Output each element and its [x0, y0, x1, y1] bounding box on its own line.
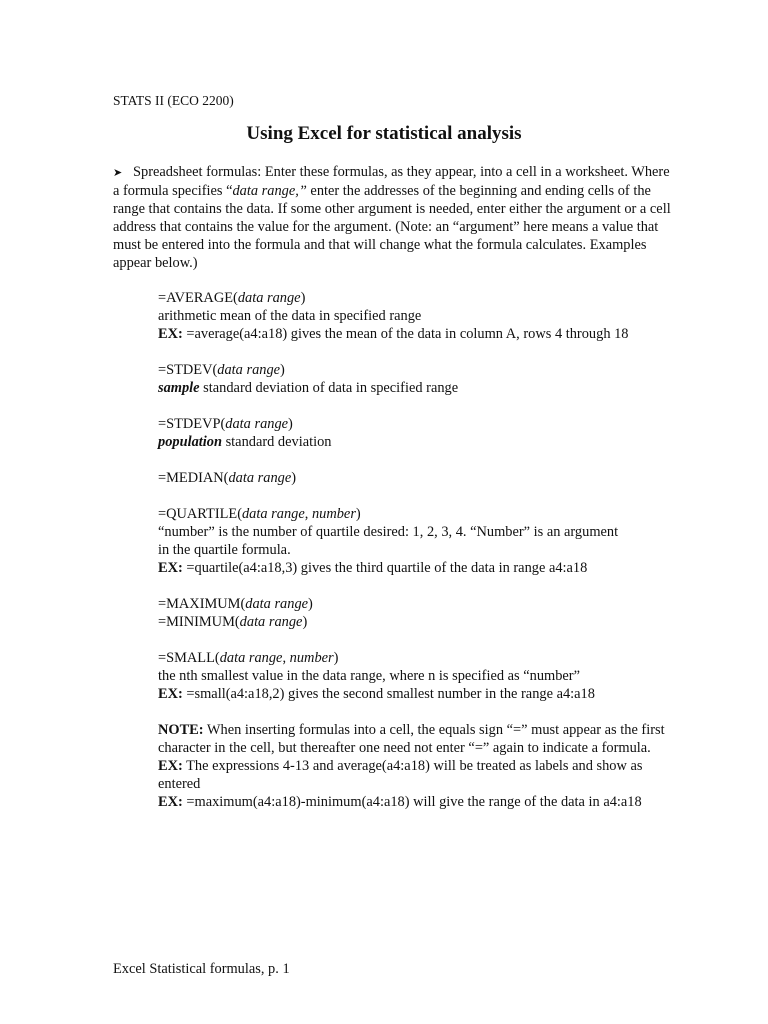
formula-arg: data range	[239, 614, 303, 630]
formula-stdevp	[158, 415, 688, 451]
formula-name: =AVERAGE(	[158, 290, 238, 306]
formula-signature	[158, 361, 688, 379]
formula-signature	[158, 469, 688, 487]
intro-text-2: enter the addresses of the beginning and ending cells of the range that contains the data. If some other argument is needed, enter either the argument or a cell address that contains the value for the argument. (Note: an “argument” here means a value that must be entered into the formula and that will change what the formula calculates. Examples appear below.)	[113, 183, 671, 271]
formula-arg: data range	[225, 416, 289, 432]
formula-arg: data range	[245, 596, 309, 612]
example-text: =maximum(a4:a18)-minimum(a4:a18) will give the range of the data in a4:a18	[182, 794, 642, 810]
formula-list	[158, 289, 688, 829]
formula-name: =STDEV(	[158, 362, 218, 378]
formula-median	[158, 469, 688, 487]
formula-description	[158, 379, 688, 397]
formula-name: =SMALL(	[158, 650, 220, 666]
formula-description: the nth smallest value in the data range, where n is specified as “number”	[158, 668, 580, 684]
formula-signature	[158, 649, 688, 667]
formula-description	[158, 433, 688, 451]
formula-name: =MAXIMUM(	[158, 596, 246, 612]
formula-description: arithmetic mean of the data in specified range	[158, 308, 422, 324]
formula-arg: number	[311, 506, 356, 522]
formula-stdev	[158, 361, 688, 397]
description-emphasis: sample	[158, 380, 200, 396]
note-block	[158, 721, 688, 811]
note-example-1	[158, 757, 688, 793]
course-header: STATS II (ECO 2200)	[113, 93, 234, 108]
formula-description: in the quartile formula.	[158, 542, 291, 558]
intro-paragraph	[113, 163, 673, 272]
note-body: When inserting formulas into a cell, the equals sign “=” must appear as the first character in the cell, but thereafter one need not enter “=” again to indicate a formula.	[158, 722, 665, 756]
note-example-2	[158, 793, 688, 811]
intro-text-1: Spreadsheet formulas: Enter these formulas, as they appear, into a cell in a worksheet. Where a formula specifies “	[113, 164, 670, 199]
formula-quartile	[158, 505, 688, 577]
formula-close: )	[355, 506, 361, 522]
intro-data-range: data range,”	[232, 183, 307, 199]
example-label: EX:	[158, 794, 183, 810]
page-title: Using Excel for statistical analysis	[246, 123, 522, 144]
example-text: =quartile(a4:a18,3) gives the third quartile of the data in range a4:a18	[182, 560, 588, 576]
formula-name: =MINIMUM(	[158, 614, 240, 630]
example-text: The expressions 4-13 and average(a4:a18) will be treated as labels and show as entered	[158, 758, 643, 792]
formula-arg: data range	[219, 650, 283, 666]
formula-average	[158, 289, 688, 343]
note-text	[158, 721, 688, 757]
description-text: standard deviation of data in specified range	[199, 380, 459, 396]
formula-signature	[158, 613, 688, 631]
formula-name: =STDEVP(	[158, 416, 226, 432]
formula-signature	[158, 415, 688, 433]
formula-name: =MEDIAN(	[158, 470, 229, 486]
formula-arg: data range	[228, 470, 292, 486]
example-text: =small(a4:a18,2) gives the second smallest number in the range a4:a18	[182, 686, 595, 702]
formula-separator: ,	[304, 506, 312, 522]
description-emphasis: population	[158, 434, 222, 450]
formula-signature	[158, 595, 688, 613]
formula-arg: data range	[241, 506, 305, 522]
description-text: standard deviation	[221, 434, 332, 450]
example-label: EX:	[158, 560, 183, 576]
arrow-bullet-icon: ➤	[113, 167, 123, 179]
formula-name: =QUARTILE(	[158, 506, 242, 522]
formula-example	[158, 685, 688, 703]
example-label: EX:	[158, 326, 183, 342]
page-footer: Excel Statistical formulas, p. 1	[113, 961, 290, 977]
formula-signature	[158, 289, 688, 307]
formula-close: )	[288, 416, 293, 432]
formula-separator: ,	[282, 650, 290, 666]
formula-arg: number	[289, 650, 334, 666]
note-label: NOTE:	[158, 722, 204, 738]
formula-close: )	[300, 290, 306, 306]
formula-arg: data range	[237, 290, 301, 306]
example-label: EX:	[158, 686, 183, 702]
formula-close: )	[291, 470, 297, 486]
formula-description: “number” is the number of quartile desired: 1, 2, 3, 4. “Number” is an argument	[158, 524, 619, 540]
formula-close: )	[333, 650, 339, 666]
example-text: =average(a4:a18) gives the mean of the data in column A, rows 4 through 18	[182, 326, 629, 342]
example-label: EX:	[158, 758, 183, 774]
formula-max-min	[158, 595, 688, 631]
formula-small	[158, 649, 688, 703]
formula-arg: data range	[217, 362, 281, 378]
formula-close: )	[308, 596, 313, 612]
formula-example	[158, 559, 688, 577]
formula-example	[158, 325, 688, 343]
formula-signature	[158, 505, 688, 523]
formula-close: )	[280, 362, 285, 378]
formula-close: )	[302, 614, 308, 630]
